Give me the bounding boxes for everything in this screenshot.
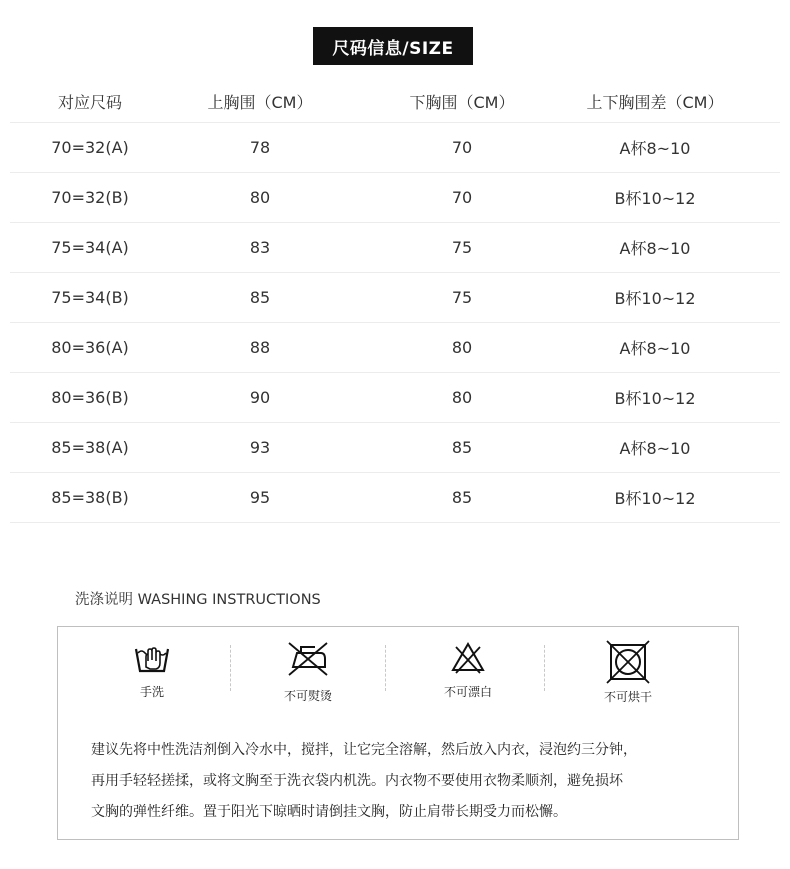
difference-cell: A杯8~10 [619,139,691,158]
no-iron [248,639,368,719]
upper-bust-cell: 78 [249,138,271,157]
difference-cell: A杯8~10 [619,239,691,258]
upper-bust-cell: 90 [249,388,271,407]
upper-bust-cell: 88 [249,338,271,357]
header-bust-difference: 上下胸围差（CM） [586,92,724,112]
washing-instructions-title: 洗涤说明 WASHING INSTRUCTIONS [75,592,321,608]
washing-instructions-box [57,626,739,840]
under-bust-cell: 85 [451,488,473,507]
table-row [10,323,780,373]
difference-cell: B杯10~12 [614,189,696,208]
table-row [10,373,780,423]
table-row [10,423,780,473]
no-bleach-icon [448,639,488,675]
size-cell: 70=32(B) [51,188,129,207]
no-bleach [408,639,528,719]
table-row [10,123,780,173]
table-header-row [10,80,780,123]
size-title: 尺码信息/SIZE [313,27,473,65]
table-row [10,273,780,323]
description-line: 建议先将中性洗洁剂倒入冷水中，搅拌，让它完全溶解，然后放入内衣，浸泡约三分钟， [91,742,637,758]
under-bust-cell: 85 [451,438,473,457]
under-bust-cell: 75 [451,238,473,257]
upper-bust-cell: 80 [249,188,271,207]
description-line: 再用手轻轻搓揉，或将文胸至于洗衣袋内机洗。内衣物不要使用衣物柔顺剂，避免损坏 [91,773,623,789]
size-cell: 80=36(A) [51,338,129,357]
table-row [10,173,780,223]
no-bleach-label: 不可漂白 [443,685,492,699]
under-bust-cell: 80 [451,338,473,357]
under-bust-cell: 80 [451,388,473,407]
size-cell: 75=34(A) [51,238,129,257]
divider [230,645,231,691]
washing-description [91,735,731,828]
header-size: 对应尺码 [57,92,122,112]
upper-bust-cell: 95 [249,488,271,507]
under-bust-cell: 70 [451,188,473,207]
hand-wash [92,639,212,719]
divider [385,645,386,691]
table-row [10,473,780,523]
hand-wash-label: 手洗 [139,685,164,699]
difference-cell: B杯10~12 [614,489,696,508]
description-line: 文胸的弹性纤维。置于阳光下晾晒时请倒挂文胸，防止肩带长期受力而松懈。 [91,804,567,820]
no-tumble-dry-icon [605,639,651,685]
size-table [10,80,780,523]
divider [544,645,545,691]
difference-cell: B杯10~12 [614,389,696,408]
size-cell: 70=32(A) [51,138,129,157]
size-cell: 75=34(B) [51,288,129,307]
header-upper-bust: 上胸围（CM） [207,92,313,112]
hand-wash-icon [132,639,172,675]
under-bust-cell: 75 [451,288,473,307]
upper-bust-cell: 93 [249,438,271,457]
under-bust-cell: 70 [451,138,473,157]
no-tumble-dry [568,639,688,719]
table-row [10,223,780,273]
no-tumble-dry-label: 不可烘干 [603,690,652,704]
difference-cell: B杯10~12 [614,289,696,308]
upper-bust-cell: 85 [249,288,271,307]
difference-cell: A杯8~10 [619,439,691,458]
upper-bust-cell: 83 [249,238,271,257]
size-cell: 85=38(B) [51,488,129,507]
header-under-bust: 下胸围（CM） [409,92,515,112]
size-cell: 80=36(B) [51,388,129,407]
difference-cell: A杯8~10 [619,339,691,358]
no-iron-label: 不可熨烫 [283,689,332,703]
no-iron-icon [285,639,331,679]
size-cell: 85=38(A) [51,438,129,457]
